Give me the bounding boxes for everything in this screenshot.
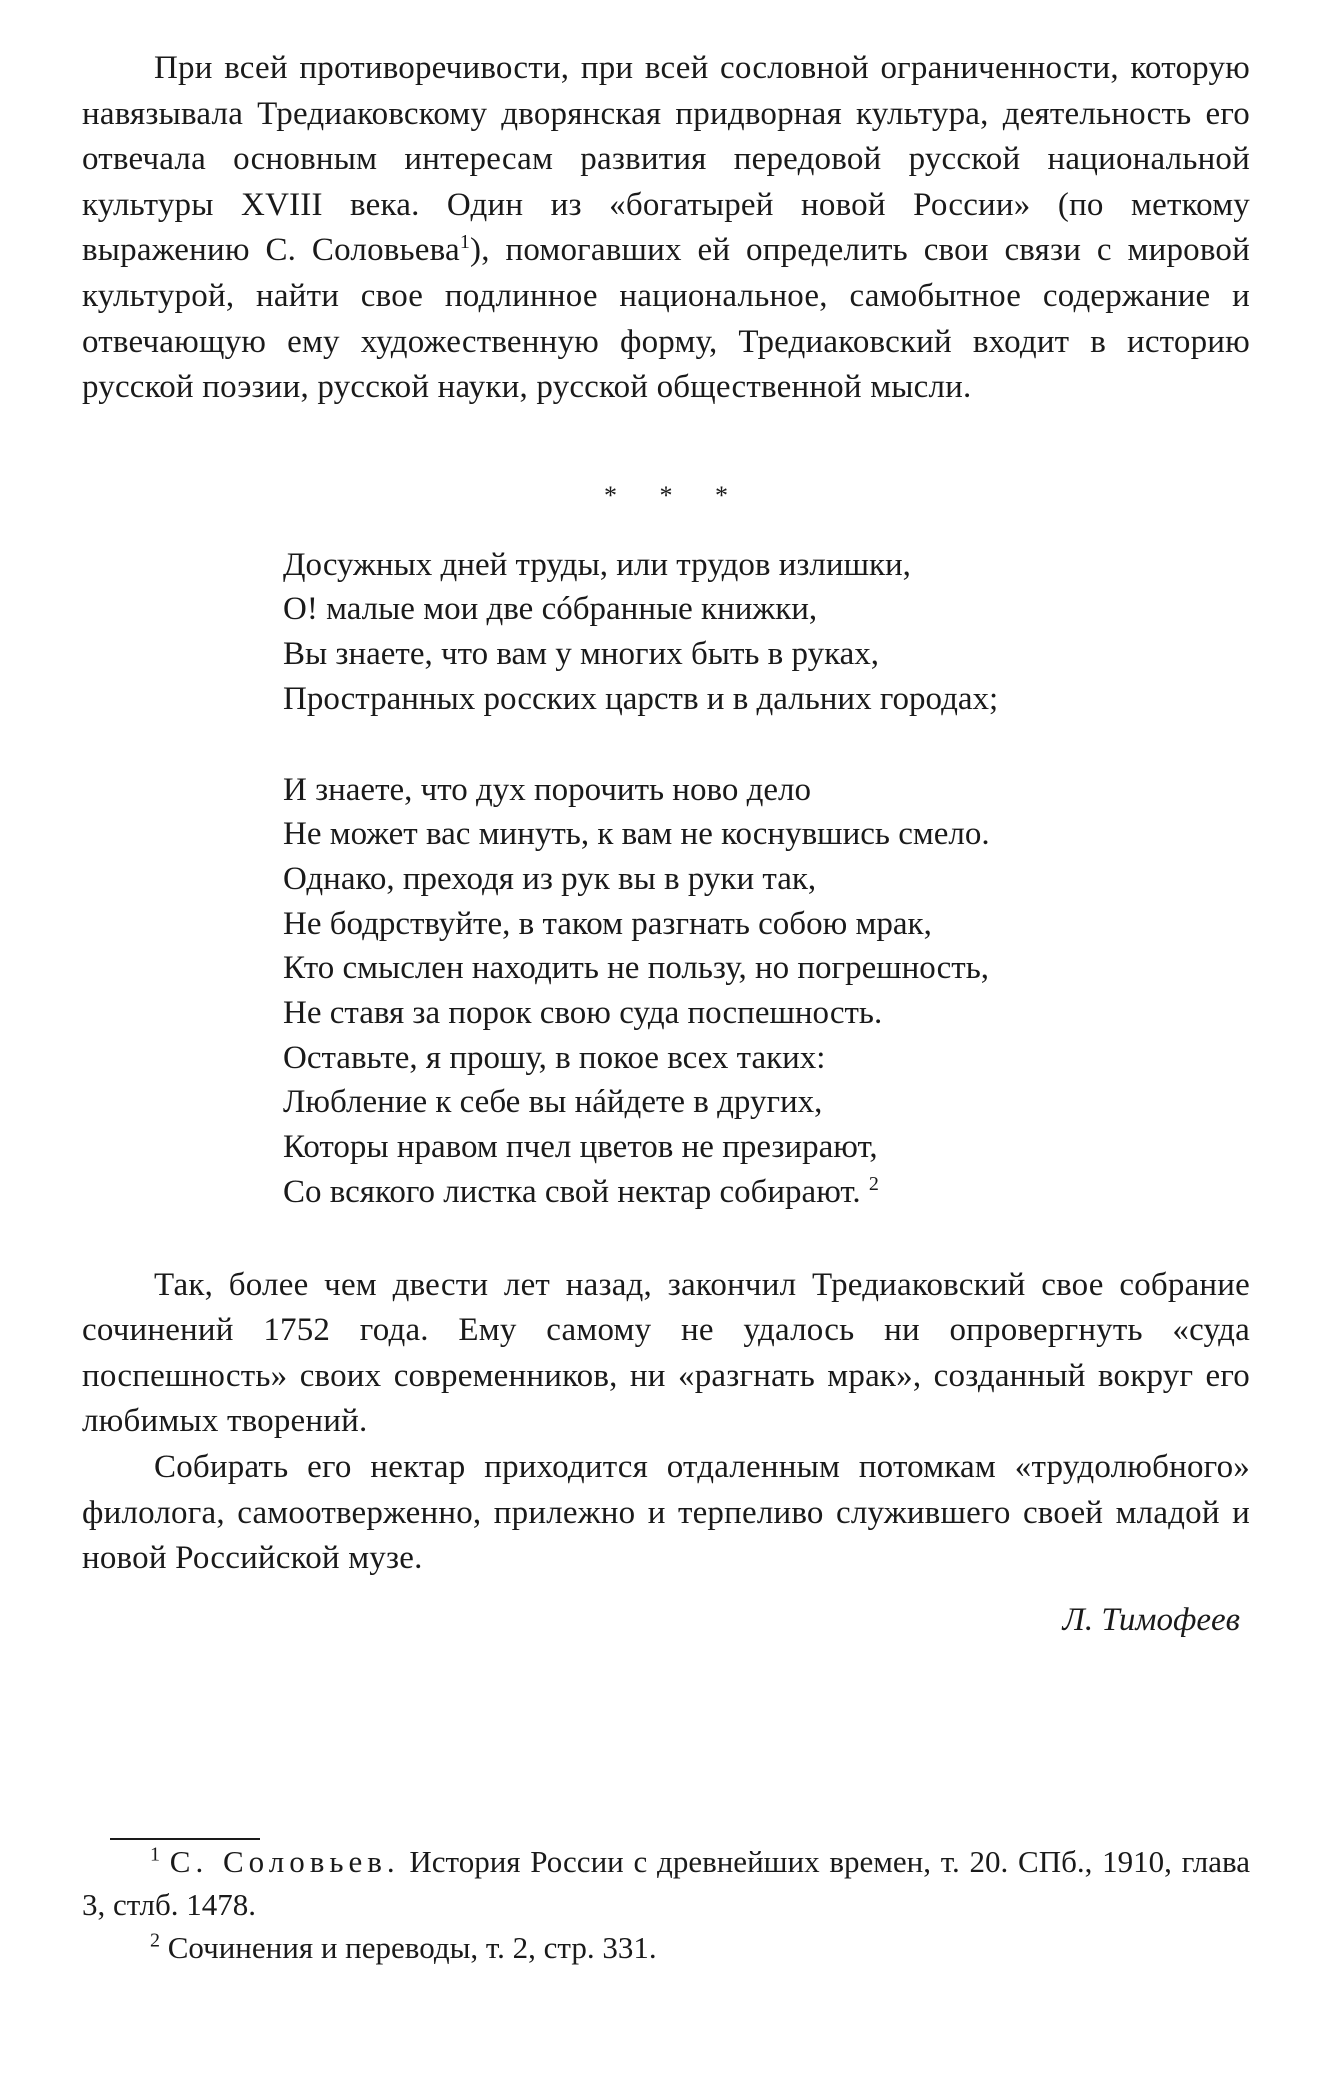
verse-line-text: Со всякого листка свой нектар собирают. xyxy=(283,1173,861,1210)
verse-line: О! малые мои две сóбранные книжки, xyxy=(283,591,818,628)
verse-stanza-1 xyxy=(82,543,1250,722)
footnote-1 xyxy=(82,1840,1250,1926)
verse-line: Оставьте, я прошу, в покое всех таких: xyxy=(283,1039,826,1076)
verse-line: Досужных дней труды, или трудов излишки, xyxy=(283,546,911,583)
verse-line: Однако, преходя из рук вы в руки так, xyxy=(283,860,817,897)
page-body xyxy=(82,46,1250,1643)
paragraph-intro xyxy=(82,46,1250,411)
verse-line: Не может вас минуть, к вам не коснувшись смело. xyxy=(283,816,990,853)
footnotes xyxy=(82,1840,1250,1969)
footnote-author: С. Соловьев. xyxy=(169,1844,400,1879)
verse-line: Которы нравом пчел цветов не презирают, xyxy=(283,1129,878,1166)
footnote-number: 1 xyxy=(150,1843,160,1866)
paragraph-intro-text: При всей противоречивости, при всей сословной ограниченности, которую навязывала Тредиаковскому дворянская придворная культура, деятельность его отвечала основным интересам развития передовой русской национальной культуры XVIII века. Один из «богатырей новой России» (по меткому выражению С. Соловьева xyxy=(82,50,1250,269)
verse-line: Пространных росских царств и в дальних городах; xyxy=(283,680,999,717)
verse-line: Любление к себе вы нáйдете в других, xyxy=(283,1084,823,1121)
verse-line-last xyxy=(283,1170,1250,1215)
footnote-ref-1[interactable]: 1 xyxy=(459,231,471,254)
footnote-text: История России с древнейших времен, т. 20. СПб., 1910, глава 3, стлб. 1478. xyxy=(82,1844,1250,1922)
section-separator: * * * xyxy=(604,480,746,510)
footnote-text: Сочинения и переводы, т. 2, стр. 331. xyxy=(160,1930,657,1965)
footnote-number: 2 xyxy=(150,1929,160,1952)
verse-line: Не ставя за порок свою суда поспешность. xyxy=(283,995,883,1032)
footnote-2 xyxy=(82,1926,1250,1969)
verse-line: И знаете, что дух порочить ново дело xyxy=(283,771,811,808)
verse-stanza-2 xyxy=(82,768,1250,1215)
paragraph-nectar: Собирать его нектар приходится отдаленным потомкам «трудолюбного» филолога, самоотверженно, прилежно и терпеливо служившего своей младой и новой Российской музе. xyxy=(82,1448,1250,1577)
paragraph-conclusion: Так, более чем двести лет назад, закончил Тредиаковский свое собрание сочинений 1752 года. Ему самому не удалось ни опровергнуть «суда поспешность» своих современников, ни «разгнать мрак», созданный вокруг его любимых творений. xyxy=(82,1266,1250,1440)
footnote-ref-2[interactable]: 2 xyxy=(868,1172,879,1195)
author-signature: Л. Тимофеев xyxy=(1062,1601,1240,1638)
verse-line: Не бодрствуйте, в таком разгнать собою мрак, xyxy=(283,905,932,942)
verse-line: Кто смыслен находить не пользу, но погрешность, xyxy=(283,950,989,987)
verse-line: Вы знаете, что вам у многих быть в руках, xyxy=(283,636,879,673)
paragraph-intro-tail: ), помогавших ей определить свои связи с мировой культурой, найти свое подлинное национальное, самобытное содержание и отвечающую ему художественную форму, Тредиаковский входит в историю русской поэзии, русской науки, русской общественной мысли. xyxy=(82,232,1250,406)
